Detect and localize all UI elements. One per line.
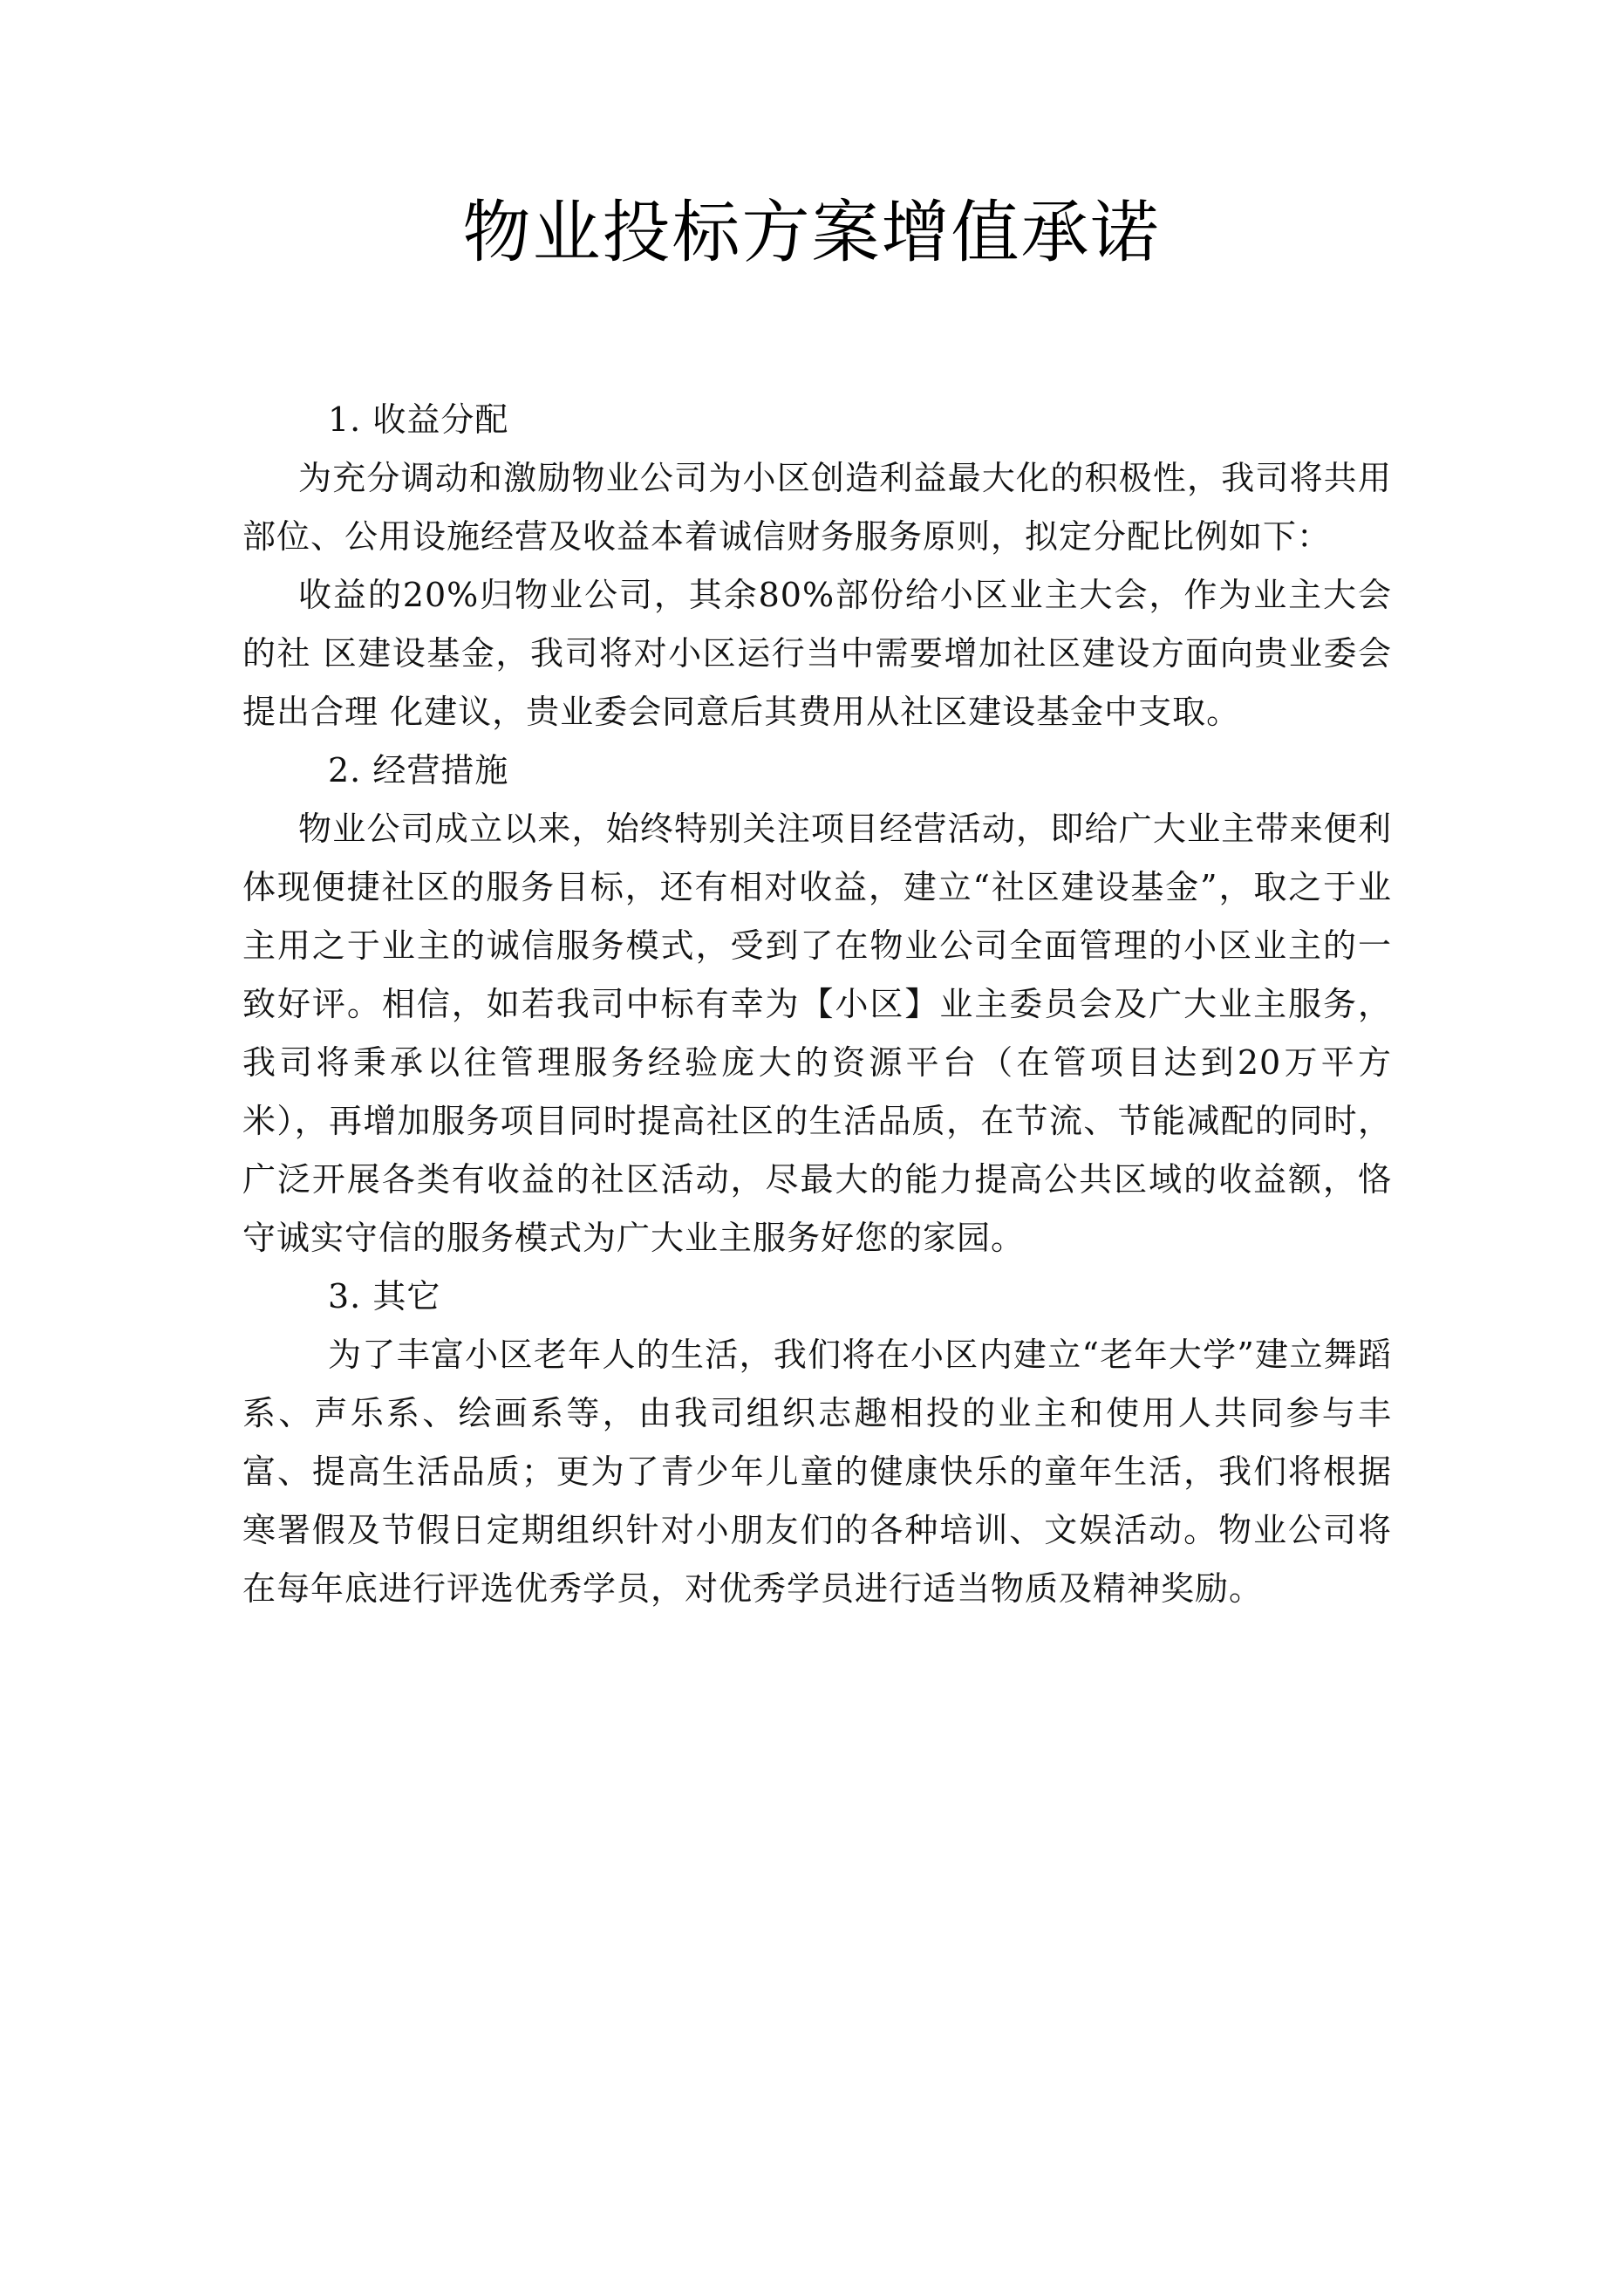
- paragraph: 物业公司成立以来，始终特别关注项目经营活动，即给广大业主带来便利体现便捷社区的服务目标，还有相对收益，建立“社区建设基金”，取之于业主用之于业主的诚信服务模式，受到了在物业公司全面管理的小区业主的一致好评。相信，如若我司中标有幸为【小区】业主委员会及广大业主服务，我司将秉承以往管理服务经验庞大的资源平台（在管项目达到20万平方米），再增加服务项目同时提高社区的生活品质，在节流、节能减配的同时，广泛开展各类有收益的社区活动，尽最大的能力提高公共区域的收益额，恪守诚实守信的服务模式为广大业主服务好您的家园。: [242, 810, 1392, 1257]
- section-heading: 2. 经营措施: [328, 751, 509, 789]
- section-heading: 3. 其它: [328, 1277, 441, 1315]
- document-body: [242, 391, 1392, 1618]
- paragraph: 为了丰富小区老年人的生活，我们将在小区内建立“老年大学”建立舞蹈系、声乐系、绘画系等，由我司组织志趣相投的业主和使用人共同参与丰富、提高生活品质；更为了青少年儿童的健康快乐的童年生活，我们将根据寒署假及节假日定期组织针对小朋友们的各种培训、文娱活动。物业公司将在每年底进行评选优秀学员，对优秀学员进行适当物质及精神奖励。: [242, 1336, 1392, 1608]
- paragraph: 为充分调动和激励物业公司为小区创造利益最大化的积极性，我司将共用部位、公用设施经营及收益本着诚信财务服务原则，拟定分配比例如下：: [242, 459, 1392, 556]
- paragraph: 收益的20%归物业公司，其余80%部份给小区业主大会，作为业主大会的社 区建设基金，我司将对小区运行当中需要增加社区建设方面向贵业委会提出合理 化建议，贵业委会同意后其费用从社区建设基金中支取。: [242, 576, 1392, 731]
- section-others: [242, 1268, 1392, 1618]
- section-heading: 1. 收益分配: [328, 400, 509, 439]
- document-title: 物业投标方案增值承诺: [462, 194, 1161, 272]
- section-revenue-distribution: [242, 391, 1392, 741]
- section-operation-measures: [242, 741, 1392, 1268]
